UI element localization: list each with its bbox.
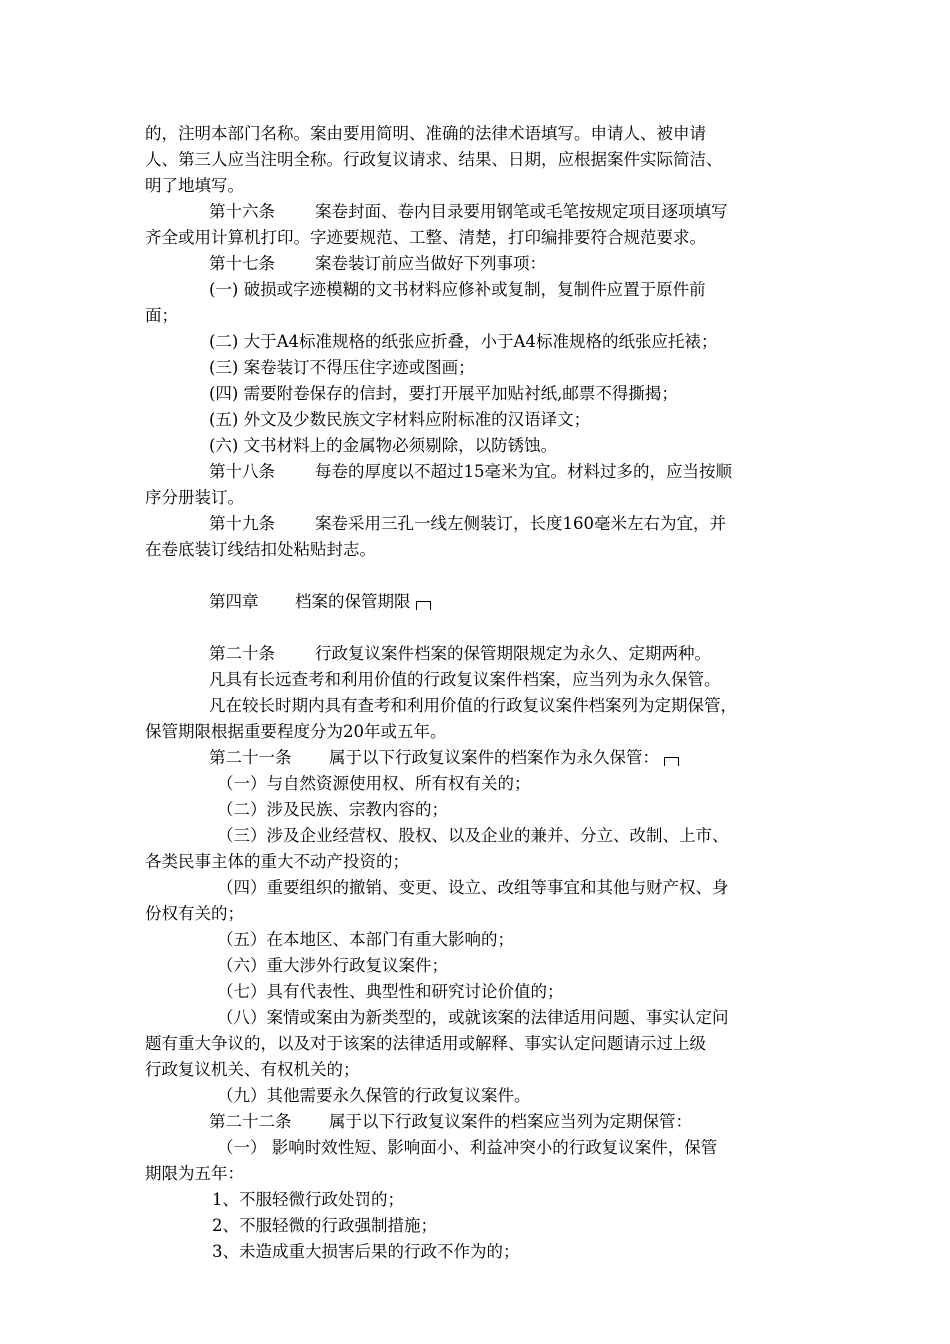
list-item: (六) 文书材料上的金属物必须剔除，以防锈蚀。 xyxy=(209,436,558,455)
article-number: 第二十二条 xyxy=(209,1112,292,1131)
article-21 xyxy=(145,745,810,771)
article-number: 第二十一条 xyxy=(209,748,292,767)
document-body xyxy=(145,121,810,1265)
article-number: 第十七条 xyxy=(209,254,275,273)
article-19 xyxy=(145,511,810,537)
list-item: （五）在本地区、本部门有重大影响的； xyxy=(217,930,514,949)
list-item: （二）涉及民族、宗教内容的； xyxy=(217,800,448,819)
list-item: 2、不服轻微的行政强制措施； xyxy=(212,1216,437,1235)
list-item: （三）涉及企业经营权、股权、以及企业的兼并、分立、改制、上市、 xyxy=(217,826,729,845)
text-line: 面； xyxy=(145,306,178,325)
paragraph-line: 凡在较长时期内具有查考和利用价值的行政复议案件档案列为定期保管， xyxy=(209,696,737,715)
article-text: 每卷的厚度以不超过15毫米为宜。材料过多的，应当按顺 xyxy=(315,462,732,481)
blank-line xyxy=(145,563,810,589)
article-22 xyxy=(145,1109,810,1135)
article-number: 第十六条 xyxy=(209,202,275,221)
text-line: 题有重大争议的，以及对于该案的法律适用或解释、事实认定问题请示过上级 xyxy=(145,1034,706,1053)
list-item: (五) 外文及少数民族文字材料应附标准的汉语译文； xyxy=(209,410,591,429)
chapter-title: 档案的保管期限 xyxy=(295,592,411,611)
paragraph-line: 凡具有长远查考和利用价值的行政复议案件档案，应当列为永久保管。 xyxy=(209,670,721,689)
article-text: 案卷装订前应当做好下列事项： xyxy=(315,254,546,273)
article-16 xyxy=(145,199,810,225)
article-17 xyxy=(145,251,810,277)
text-line: 序分册装订。 xyxy=(145,488,244,507)
blank-line xyxy=(145,615,810,641)
list-item: (二) 大于A4标准规格的纸张应折叠，小于A4标准规格的纸张应托裱； xyxy=(209,332,718,351)
list-item: （六）重大涉外行政复议案件； xyxy=(217,956,448,975)
text-line: 份权有关的； xyxy=(145,904,244,923)
text-line: 人、第三人应当注明全称。行政复议请求、结果、日期，应根据案件实际简洁、 xyxy=(145,150,723,169)
chapter-heading xyxy=(145,589,810,615)
list-item: （八）案情或案由为新类型的，或就该案的法律适用问题、事实认定问 xyxy=(217,1008,729,1027)
article-number: 第二十条 xyxy=(209,644,275,663)
text-line: 的，注明本部门名称。案由要用简明、准确的法律术语填写。申请人、被申请 xyxy=(145,124,706,143)
list-item: 1、不服轻微行政处罚的； xyxy=(212,1190,404,1209)
text-line: 各类民事主体的重大不动产投资的； xyxy=(145,852,409,871)
bracket-mark-icon xyxy=(664,757,679,766)
list-item: (四) 需要附卷保存的信封，要打开展平加贴衬纸,邮票不得撕揭； xyxy=(209,384,678,403)
article-number: 第十九条 xyxy=(209,514,275,533)
list-item: （一）与自然资源使用权、所有权有关的； xyxy=(217,774,531,793)
list-item: (三) 案卷装订不得压住字迹或图画； xyxy=(209,358,475,377)
list-item: （九）其他需要永久保管的行政复议案件。 xyxy=(217,1086,531,1105)
text-line: 齐全或用计算机打印。字迹要规范、工整、清楚，打印编排要符合规范要求。 xyxy=(145,228,706,247)
article-number: 第十八条 xyxy=(209,462,275,481)
article-18 xyxy=(145,459,810,485)
article-text: 属于以下行政复议案件的档案作为永久保管： xyxy=(329,748,659,767)
list-item: 3、未造成重大损害后果的行政不作为的； xyxy=(212,1242,520,1261)
text-line: 行政复议机关、有权机关的； xyxy=(145,1060,360,1079)
list-item: （一） 影响时效性短、影响面小、利益冲突小的行政复议案件，保管 xyxy=(217,1138,718,1157)
article-20 xyxy=(145,641,810,667)
bracket-mark-icon xyxy=(416,601,431,610)
chapter-number: 第四章 xyxy=(209,592,259,611)
article-text: 行政复议案件档案的保管期限规定为永久、定期两种。 xyxy=(315,644,711,663)
list-item: (一) 破损或字迹模糊的文书材料应修补或复制，复制件应置于原件前 xyxy=(209,280,706,299)
article-text: 案卷采用三孔一线左侧装订，长度160毫米左右为宜，并 xyxy=(315,514,726,533)
article-text: 案卷封面、卷内目录要用钢笔或毛笔按规定项目逐项填写 xyxy=(315,202,728,221)
text-line: 期限为五年： xyxy=(145,1164,244,1183)
text-line: 保管期限根据重要程度分为20年或五年。 xyxy=(145,722,447,741)
text-line: 明了地填写。 xyxy=(145,176,244,195)
article-text: 属于以下行政复议案件的档案应当列为定期保管： xyxy=(329,1112,692,1131)
text-line: 在卷底装订线结扣处粘贴封志。 xyxy=(145,540,376,559)
list-item: （四）重要组织的撤销、变更、设立、改组等事宜和其他与财产权、身 xyxy=(217,878,729,897)
list-item: （七）具有代表性、典型性和研究讨论价值的； xyxy=(217,982,564,1001)
